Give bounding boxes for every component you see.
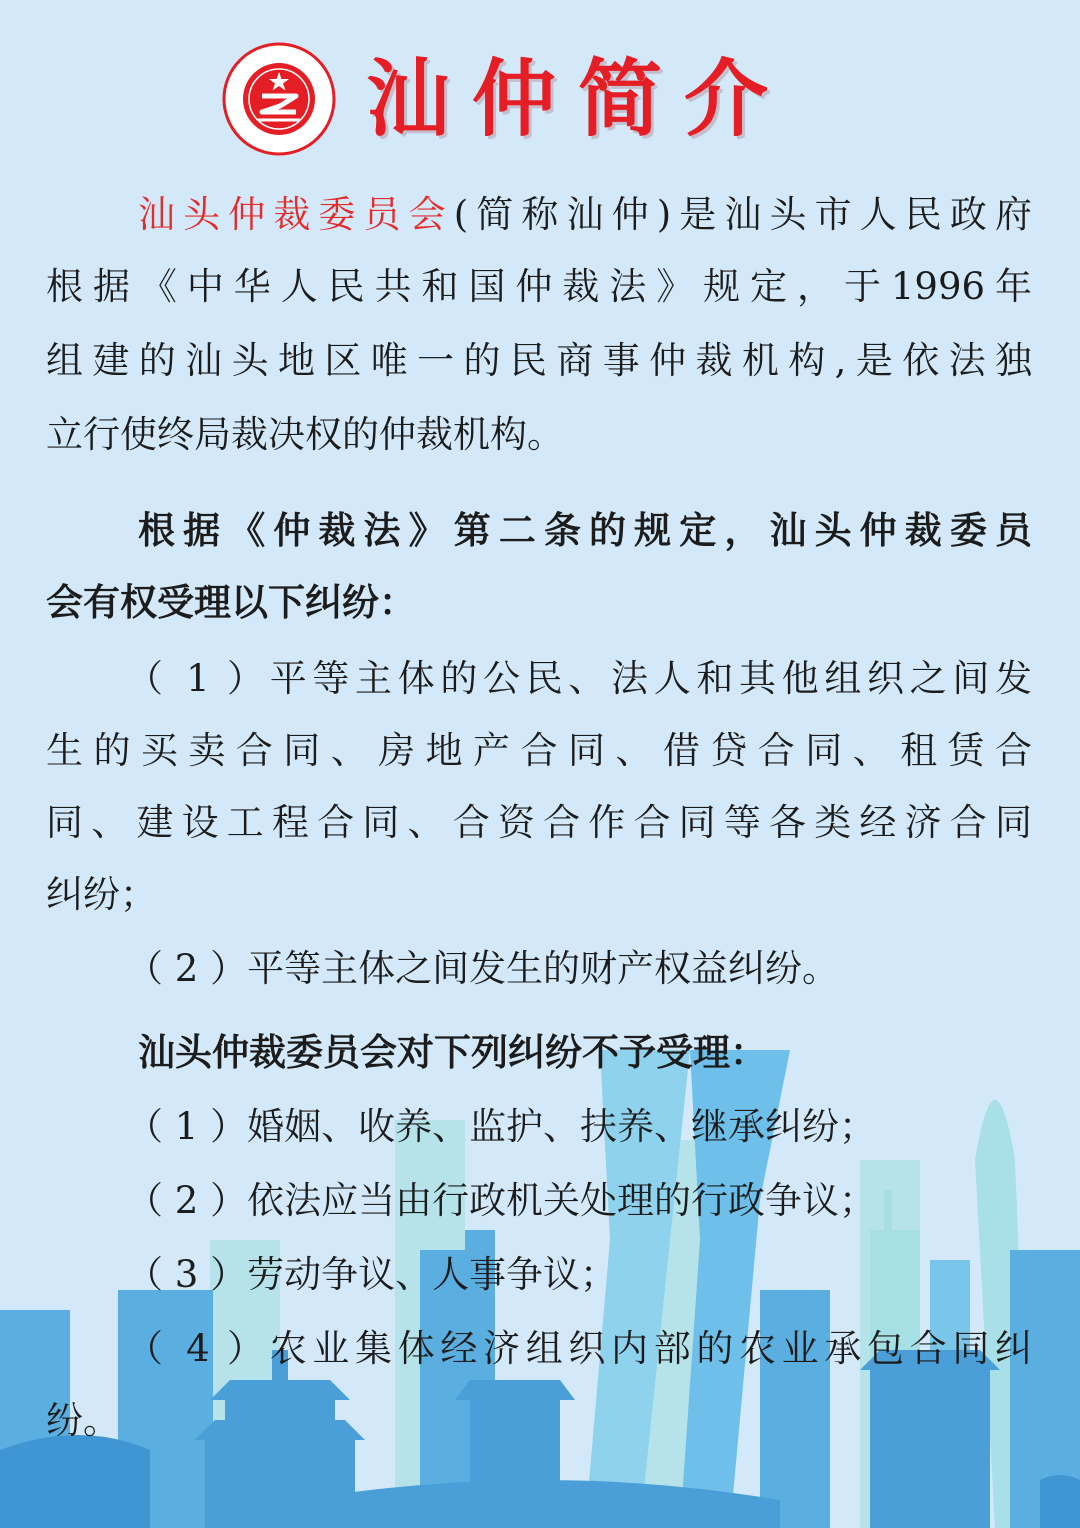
accept-item-1-line-2: 生的买卖合同、房地产合同、借贷合同、租赁合 bbox=[46, 729, 1032, 772]
intro-line-3: 组建的汕头地区唯一的民商事仲裁机构,是依法独 bbox=[46, 339, 1032, 382]
accept-item-2: （ 2 ）平等主体之间发生的财产权益纠纷。 bbox=[126, 947, 840, 990]
reject-item-4-line-1: （ 4 ）农业集体经济组织内部的农业承包合同纠 bbox=[126, 1327, 1032, 1370]
reject-item-3: （ 3 ）劳动争议、人事争议； bbox=[126, 1253, 618, 1296]
reject-heading: 汕头仲裁委员会对下列纠纷不予受理： bbox=[138, 1030, 767, 1074]
arbitration-commission-logo-icon bbox=[222, 42, 336, 156]
org-name: 汕头仲裁委员会 bbox=[138, 193, 454, 236]
accept-item-1-line-1: （ 1 ）平等主体的公民、法人和其他组织之间发 bbox=[126, 657, 1032, 700]
intro-line-2: 根据《中华人民共和国仲裁法》规定，于1996年 bbox=[46, 265, 1032, 308]
header bbox=[222, 40, 790, 158]
accept-item-1-line-3: 同、建设工程合同、合资合作合同等各类经济合同 bbox=[46, 801, 1032, 844]
intro-line-1 bbox=[138, 193, 1033, 236]
reject-item-2: （ 2 ）依法应当由行政机关处理的行政争议； bbox=[126, 1179, 877, 1222]
reject-item-4-line-2: 纷。 bbox=[46, 1399, 120, 1442]
intro-line-1-rest: (简称汕仲)是汕头市人民政府 bbox=[453, 193, 1033, 236]
page-title: 汕仲简介 bbox=[366, 49, 791, 148]
accept-heading-line-2: 会有权受理以下纠纷： bbox=[46, 580, 416, 624]
intro-line-4: 立行使终局裁决权的仲裁机构。 bbox=[46, 413, 564, 456]
reject-item-1: （ 1 ）婚姻、收养、监护、扶养、继承纠纷； bbox=[126, 1105, 877, 1148]
accept-heading-line-1: 根据《仲裁法》第二条的规定，汕头仲裁委员 bbox=[138, 508, 1032, 552]
accept-item-1-line-4: 纠纷； bbox=[46, 873, 157, 916]
